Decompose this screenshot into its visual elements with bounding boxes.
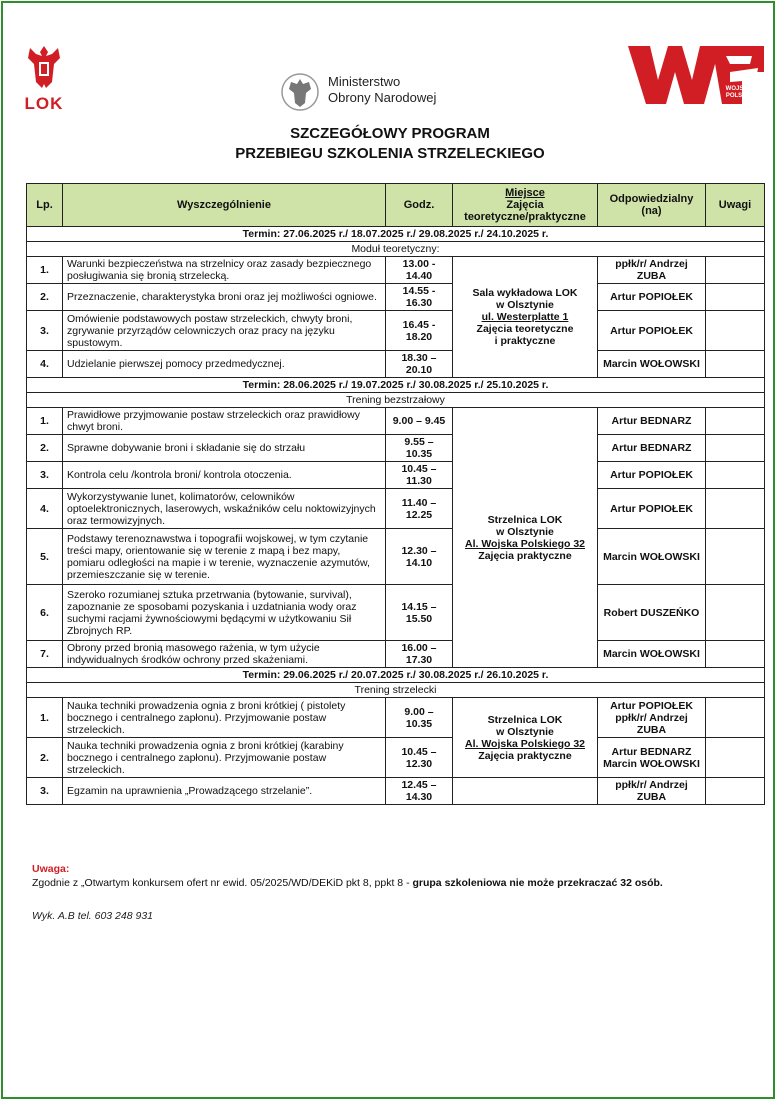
lok-eagle-icon — [22, 42, 66, 92]
ministry-name: Ministerstwo Obrony Narodowej — [328, 74, 437, 105]
table-row: 7. Obrony przed bronią masowego rażenia, w tym użycie indywidualnych środków ochrony przed skażeniami. 16.00 – 17.30 Marcin WOŁOWSKI — [27, 641, 765, 668]
table-row: 2. Sprawne dobywanie broni i składanie się do strzału 9.55 – 10.35 Artur BEDNARZ — [27, 435, 765, 462]
notes-cell — [706, 778, 765, 805]
table-row: 4. Wykorzystywanie lunet, kolimatorów, celowników optoelektronicznych, laserowych, wskaźników celu noktowizyjnych oraz termowizyjnych. 11.40 – 12.25 Artur POPIOŁEK — [27, 489, 765, 529]
title-line-1: SZCZEGÓŁOWY PROGRAM — [290, 125, 490, 142]
notes-label: Uwaga: — [32, 863, 70, 875]
notes-cell — [706, 311, 765, 351]
notes-cell — [706, 738, 765, 778]
table-row: 1. Prawidłowe przyjmowanie postaw strzeleckich oraz prawidłowy chwyt broni. 9.00 – 9.45 Strzelnica LOK w Olsztynie Al. Wojska Polskiego 32 Zajęcia praktyczne Artur BEDNARZ — [27, 408, 765, 435]
notes-cell — [706, 489, 765, 529]
notes-cell — [706, 435, 765, 462]
wp-logo-text: WOJSKO POLSKIE — [725, 86, 753, 99]
lok-logo-text: LOK — [24, 94, 64, 113]
table-row: 4. Udzielanie pierwszej pomocy przedmedycznej. 18.30 – 20.10 Marcin WOŁOWSKI — [27, 351, 765, 378]
notes-block — [32, 862, 752, 890]
term-row: Termin: 29.06.2025 r./ 20.07.2025 r./ 30.08.2025 r./ 26.10.2025 r. — [27, 668, 765, 683]
ministry-logo — [280, 70, 480, 116]
table-row: 3. Egzamin na uprawnienia „Prowadzącego strzelanie”. 12.45 – 14.30 ppłk/r/ Andrzej ZUBA — [27, 778, 765, 805]
header-desc: Wyszczególnienie — [63, 184, 386, 227]
header-lp: Lp. — [27, 184, 63, 227]
page-title — [0, 124, 780, 164]
notes-cell — [706, 257, 765, 284]
place-cell: Strzelnica LOK w Olsztynie Al. Wojska Polskiego 32 Zajęcia praktyczne — [453, 698, 598, 778]
table-row: 2. Przeznaczenie, charakterystyka broni oraz jej możliwości ogniowe. 14.55 - 16.30 Artur POPIOŁEK — [27, 284, 765, 311]
table-row: 6. Szeroko rozumianej sztuka przetrwania (bytowanie, survival), zapoznanie ze sposobami pozyskania i uzdatniania wody oraz suchymi racjami żywnościowymi będącymi w użytkowaniu Sił Zbrojnych RP. 14.15 – 15.50 Robert DUSZEŃKO — [27, 585, 765, 641]
table-row: 3. Kontrola celu /kontrola broni/ kontrola otoczenia. 10.45 – 11.30 Artur POPIOŁEK — [27, 462, 765, 489]
notes-cell — [706, 698, 765, 738]
title-line-2: PRZEBIEGU SZKOLENIA STRZELECKIEGO — [235, 145, 545, 162]
notes-cell — [706, 462, 765, 489]
table-header-row — [27, 184, 765, 227]
wojsko-polskie-logo — [626, 42, 766, 108]
lok-logo — [22, 42, 66, 122]
program-table — [26, 183, 765, 805]
place-cell: Sala wykładowa LOK w Olsztynie ul. Westerplatte 1 Zajęcia teoretyczne i praktyczne — [453, 257, 598, 378]
module-row: Moduł teoretyczny: — [27, 242, 765, 257]
notes-text: Zgodnie z „Otwartym konkursem ofert nr ewid. 05/2025/WD/DEKiD pkt 8, ppkt 8 - grupa szkoleniowa nie może przekraczać 32 osób. — [32, 877, 663, 889]
place-cell: Strzelnica LOK w Olsztynie Al. Wojska Polskiego 32 Zajęcia praktyczne — [453, 408, 598, 668]
header-place: Miejsce Zajęcia teoretyczne/praktyczne — [453, 184, 598, 227]
notes-cell — [706, 529, 765, 585]
place-cell-empty — [453, 778, 598, 805]
table-row: 3. Omówienie podstawowych postaw strzeleckich, chwyty broni, zgrywanie przyrządów celowniczych oraz pracy na języku spustowym. 16.45 - 18.20 Artur POPIOŁEK — [27, 311, 765, 351]
notes-cell — [706, 585, 765, 641]
notes-cell — [706, 351, 765, 378]
author-line: Wyk. A.B tel. 603 248 931 — [32, 910, 154, 922]
term-row: Termin: 27.06.2025 r./ 18.07.2025 r./ 29.08.2025 r./ 24.10.2025 r. — [27, 227, 765, 242]
header-godz: Godz. — [386, 184, 453, 227]
header-resp: Odpowiedzialny (na) — [598, 184, 706, 227]
term-row: Termin: 28.06.2025 r./ 19.07.2025 r./ 30.08.2025 r./ 25.10.2025 r. — [27, 378, 765, 393]
table-row: 1. Nauka techniki prowadzenia ognia z broni krótkiej ( pistolety bocznego i centralnego zapłonu). Przyjmowanie postaw strzeleckich. 9.00 – 10.35 Strzelnica LOK w Olsztynie Al. Wojska Polskiego 32 Zajęcia praktyczne Artur POPIOŁEK ppłk/r/ Andrzej ZUBA — [27, 698, 765, 738]
notes-cell — [706, 641, 765, 668]
table-row: 5. Podstawy terenoznawstwa i topografii wojskowej, w tym czytanie treści mapy, orientowanie się w terenie z mapą i bez mapy, pomiaru odległości na mapie i w terenie, wyznaczenie azymutów, przemieszczanie się w terenie. 12.30 – 14.10 Marcin WOŁOWSKI — [27, 529, 765, 585]
table-row: 1. Warunki bezpieczeństwa na strzelnicy oraz zasady bezpiecznego posługiwania się bronią strzelecką. 13.00 - 14.40 Sala wykładowa LOK w Olsztynie ul. Westerplatte 1 Zajęcia teoretyczne i praktyczne ppłk/r/ Andrzej ZUBA — [27, 257, 765, 284]
notes-cell — [706, 408, 765, 435]
header-notes: Uwagi — [706, 184, 765, 227]
module-row: Trening bezstrzałowy — [27, 393, 765, 408]
table-row: 2. Nauka techniki prowadzenia ognia z broni krótkiej (karabiny bocznego i centralnego zapłonu). Przyjmowanie postaw strzeleckich. 10.45 – 12.30 Artur BEDNARZ Marcin WOŁOWSKI — [27, 738, 765, 778]
notes-cell — [706, 284, 765, 311]
ministry-eagle-icon — [280, 72, 320, 112]
module-row: Trening strzelecki — [27, 683, 765, 698]
